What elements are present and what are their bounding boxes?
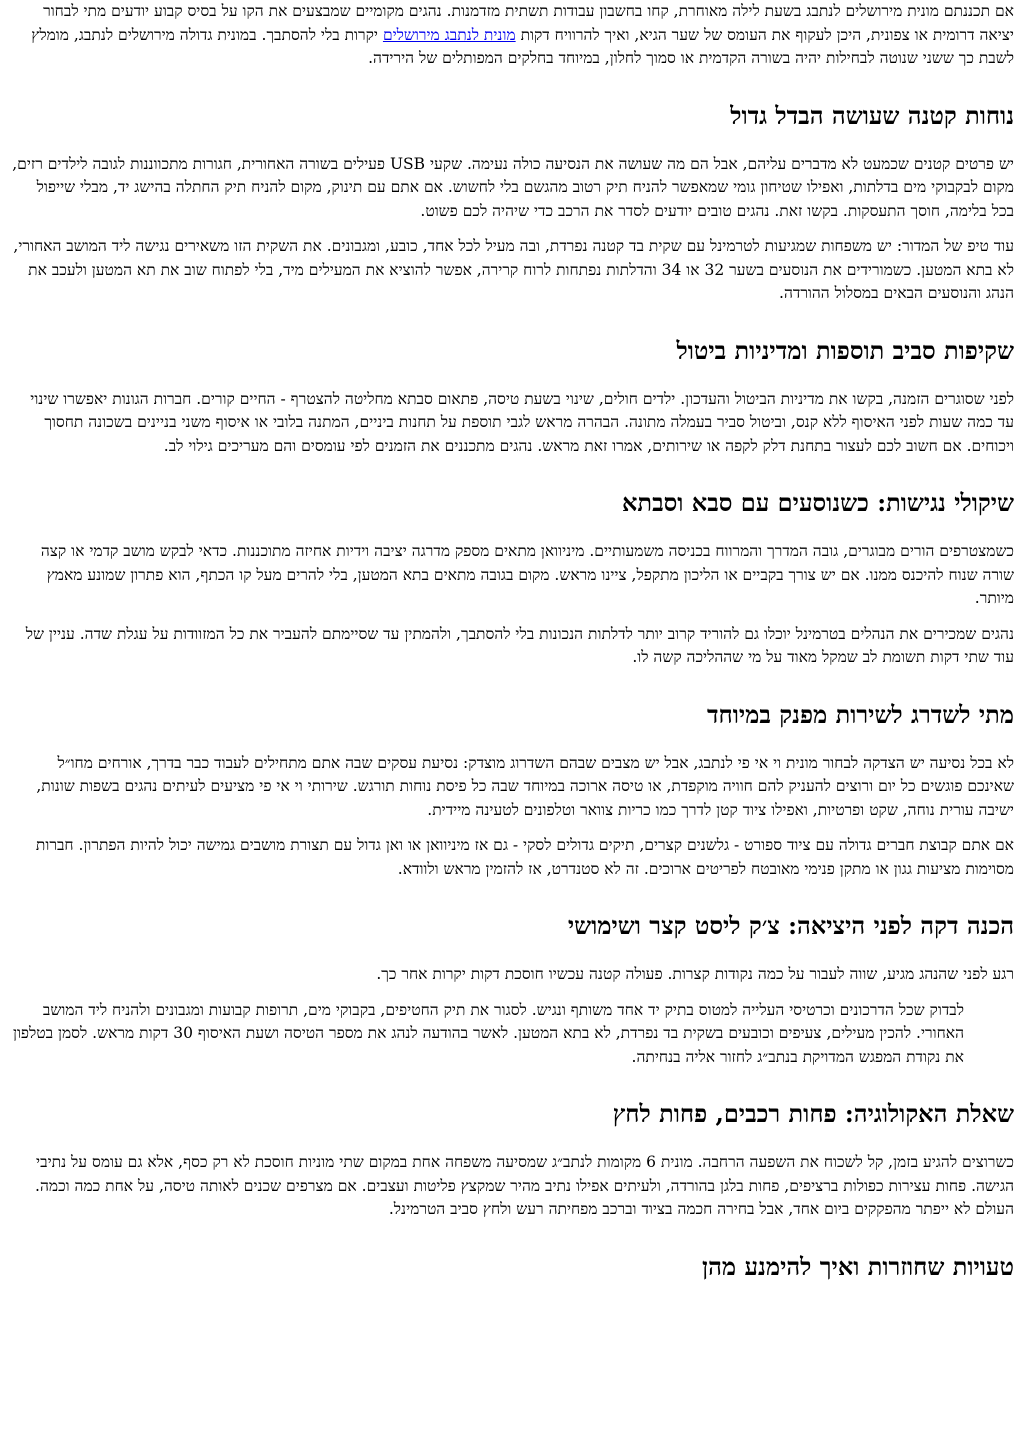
section-heading-accessibility: שיקולי נגישות: כשנוסעים עם סבא וסבתא	[622, 488, 1014, 517]
checklist-item: לבדוק שכל הדרכונים וכרטיסי העלייה למטוס בתיק יד אחד משותף ונגיש. לסגור את תיק החטיפים, בקבוקי מים, תרופות קבועות ומגבונים ולהניח ליד המושב האחורי. להכין מעילים, צעיפים וכובעים בשקית בד נפרדת, לא בתא המטען. לאשר בהודעה לנהג את מספר הטיסה ושעת האיסוף 30 דקות מראש. לסמן בטלפון את נקודת המפגש המדויקת בנתב״ג לחזור אליה בנחיתה.	[13, 1000, 964, 1066]
section-paragraph: כשמצטרפים הורים מבוגרים, גובה המדרך והמרווח בכניסה משמעותיים. מיניוואן מתאים מספק מדרגה יציבה וידיות אחיזה מתוכננות. כדאי לבקש מושב קדמי או קצה שורה שנוח להיכנס ממנו. אם יש צורך בקביים או הליכון מתקפל, ציינו מראש. מקום בגובה מתאים בתא המטען, בלי להרים מעל קו הכתף, הוא פתרון שמונע מאמץ מיותר.	[40, 542, 1014, 607]
section-heading-transparency: שקיפות סביב תוספות ומדיניות ביטול	[676, 335, 1014, 365]
article	[10, 0, 1014, 1282]
intro-text-before-link: אם תכננתם מונית מירושלים לנתבג בשעת לילה מאוחרת, קחו בחשבון עבודות תשתית מזדמנות. נהגים מקומיים שמבצעים את הקו על בסיס קבוע יודעים מתי לבחור יציאה דרומית או צפונית, היכן לעקוף את העומס של שער הגיא, ואיך להרוויח דקות	[43, 2, 1014, 44]
checklist	[10, 999, 1014, 1070]
section-heading-checklist: הכנה דקה לפני היציאה: צ׳ק ליסט קצר ושימושי	[567, 911, 1014, 940]
intro-paragraph	[10, 0, 1014, 71]
section-paragraph: לפני שסוגרים הזמנה, בקשו את מדיניות הביטול והעדכון. ילדים חולים, שינוי בשעת טיסה, פתאום סבתא מחליטה להצטרף - החיים קורים. חברות הגונות יאפשרו שינוי עד כמה שעות לפני האיסוף ללא קנס, וביטול סביר בעמלה מתונה. הבהרה מראש לגבי תוספת על תחנות ביניים, המתנה בלובי או איסוף משני בניינים בשכונה תחסוך ויכוחים. אם חשוב לכם לעצור בתחנת דלק לקפה או שירותים, אמרו זאת מראש. נהגים מתכננים את הזמנים לפי עומסים והם מעריכים גילוי לב.	[30, 389, 1014, 455]
section-heading-ecology: שאלת האקולוגיה: פחות רכבים, פחות לחץ	[612, 1099, 1014, 1128]
section-heading-common-mistakes: טעויות שחוזרות ואיך להימנע מהן	[701, 1251, 1014, 1281]
section-paragraph: כשרוצים להגיע בזמן, קל לשכוח את השפעה הרחבה. מונית 6 מקומות לנתב״ג שמסיעה משפחה אחת במקום שתי מוניות חוסכת לא רק כסף, אלא גם עומס על נתיבי הגישה. פחות עצירות כפולות ברציפים, פחות בלגן בהורדה, ולעיתים אפילו נתיב מהיר שמקצץ פליטות ועצבים. אם מצרפים שכנים לאותה טיסה, על אחת כמה וכמה. העולם לא ייפתר מהפקקים ביום אחד, אבל בחירה חכמה בציוד וברכב מפחיתה רעש ולחץ סביב הטרמינל.	[35, 1153, 1014, 1218]
intro-text-after-link: יקרות בלי להסתבך. במונית גדולה מירושלים לנתבג, מומלץ לשבת כך ששני שנוטה לבחילות יהיה בשורה הקדמית או סמוך לחלון, במיוחד בחלקים המפותלים של הירידה.	[31, 25, 1014, 67]
section-paragraph: אם אתם קבוצת חברים גדולה עם ציוד ספורט - גלשנים קצרים, תיקים גדולים לסקי - גם אז מיניוואן או ואן גדול עם תצורת מושבים גמישה יכול להיות הפתרון. חברות מסוימות מציעות גגון או מתקן פנימי מאובטח לפריטים ארוכים. זה לא סטנדרט, אז להזמין מראש ולוודא.	[35, 836, 1014, 878]
section-paragraph: עוד טיפ של המדור: יש משפחות שמגיעות לטרמינל עם שקית בד קטנה נפרדת, ובה מעיל לכל אחד, כובע, ומגבונים. את השקית הזו משאירים נגישה ליד המושב האחורי, לא בתא המטען. כשמורידים את הנוסעים בשער 32 או 34 והדלתות נפתחות לרוח קרירה, אפשר להוציא את המעילים מיד, בלי לפתוח שוב את תא המטען ולעכב את הנהג והנוסעים הבאים במסלול ההורדה.	[13, 237, 1014, 302]
section-paragraph: רגע לפני שהנהג מגיע, שווה לעבור על כמה נקודות קצרות. פעולה קטנה עכשיו חוסכת דקות יקרות אחר כך.	[376, 965, 1014, 983]
taxi-jerusalem-link[interactable]: מונית לנתבג מירושלים	[382, 25, 516, 44]
section-paragraph: יש פרטים קטנים שכמעט לא מדברים עליהם, אבל הם מה שעושה את הנסיעה כולה נעימה. שקעי USB פעילים בשורה האחורית, חגורות מתכווננות לגובה לילדים רזים, מקום לבקבוקי מים בדלתות, ואפילו שטיחון גומי שמאפשר להניח תיק רטוב מהגשם בלי לחשוש. אם אתם עם תינוק, מקום להניח תיק החתלה בהישג יד, מבלי שייפול בכל בלימה, חוסך התעסקות. בקשו זאת. נהגים טובים יודעים לסדר את הרכב כדי שיהיה לכם פשוט.	[12, 154, 1014, 220]
section-paragraph: נהגים שמכירים את הנהלים בטרמינל יוכלו גם להוריד קרוב יותר לדלתות הנכונות בלי להסתבך, ולהמתין עד שסיימתם להעביר את כל המזוודות על עגלת שדה. עניין של עוד שתי דקות תשומת לב שמקל מאוד על מי שההליכה קשה לו.	[25, 624, 1014, 666]
section-paragraph: לא בכל נסיעה יש הצדקה לבחור מונית וי אי פי לנתבג, אבל יש מצבים שבהם השדרוג מוצדק: נסיעת עסקים שבה אתם מתחילים לעבוד כבר בדרך, אורחים מחו״ל שאינכם פוגשים כל יום ורוצים להעניק להם חוויה מוקפדת, או טיסה ארוכה במיוחד שבה כל פיסת נוחות תורגש. שירותי וי אי פי מציעים לעיתים נהגים בשפות שונות, ישיבה עורית נוחה, שקט ופרטיות, ואפילו ציוד קטן לדרך כמו כריות צוואר וטלפונים לטעינה מיידית.	[36, 753, 1014, 819]
section-heading-comfort: נוחות קטנה שעושה הבדל גדול	[730, 100, 1014, 130]
section-heading-vip-upgrade: מתי לשדרג לשירות מפנק במיוחד	[706, 699, 1014, 729]
